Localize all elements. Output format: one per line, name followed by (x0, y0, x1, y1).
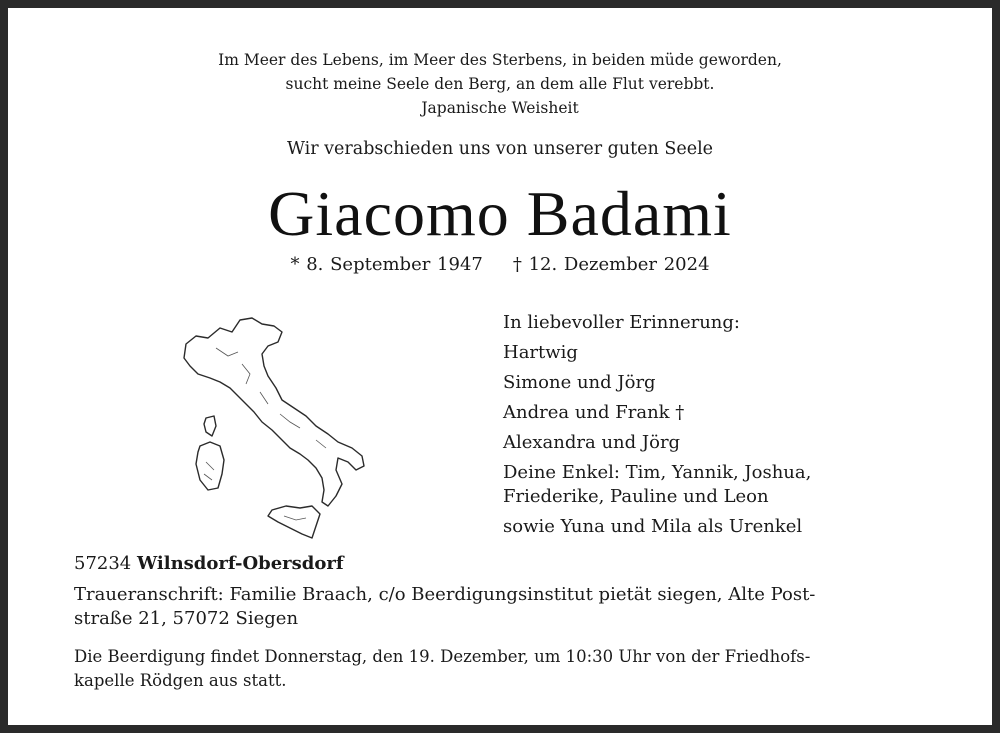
italy-map-icon (176, 314, 370, 542)
mourners-heading: In liebevoller Erinnerung: (503, 312, 740, 333)
mourners-list (503, 308, 811, 542)
quote-block (8, 48, 992, 120)
mourning-address (74, 583, 944, 631)
location (74, 553, 344, 574)
life-dates (8, 254, 992, 275)
deceased-name: Giacomo Badami (268, 178, 732, 249)
mourner-item: Hartwig (503, 342, 578, 363)
death-date: † 12. Dezember 2024 (512, 254, 710, 275)
intro-text: Wir verabschieden uns von unserer guten Seele (286, 139, 714, 159)
address-line-1: Traueranschrift: Familie Braach, c/o Beerdigungsinstitut pietät siegen, Alte Post- (74, 584, 816, 605)
mourner-item: Andrea und Frank † (503, 402, 685, 423)
place-name: Wilnsdorf-Obersdorf (137, 553, 344, 574)
grandchildren-line-2: Friederike, Pauline und Leon (503, 486, 769, 507)
birth-date: * 8. September 1947 (290, 254, 483, 275)
grandchildren (503, 458, 811, 512)
address-line-2: straße 21, 57072 Siegen (74, 608, 299, 629)
quote-line-1: Im Meer des Lebens, im Meer des Sterbens, in beiden müde geworden, (218, 51, 782, 69)
mourner-item: Simone und Jörg (503, 372, 656, 393)
mourner-item: Alexandra und Jörg (503, 432, 681, 453)
funeral-line-2: kapelle Rödgen aus statt. (74, 671, 287, 690)
grandchildren-line-1: Deine Enkel: Tim, Yannik, Joshua, (503, 462, 812, 483)
quote-source: Japanische Weisheit (421, 99, 579, 117)
postcode: 57234 (74, 553, 132, 574)
quote-line-2: sucht meine Seele den Berg, an dem alle Flut verebbt. (285, 75, 715, 93)
funeral-line-1: Die Beerdigung findet Donnerstag, den 19. Dezember, um 10:30 Uhr von der Friedhofs- (74, 647, 811, 666)
great-grandchildren: sowie Yuna und Mila als Urenkel (503, 516, 803, 537)
funeral-info (74, 645, 944, 693)
